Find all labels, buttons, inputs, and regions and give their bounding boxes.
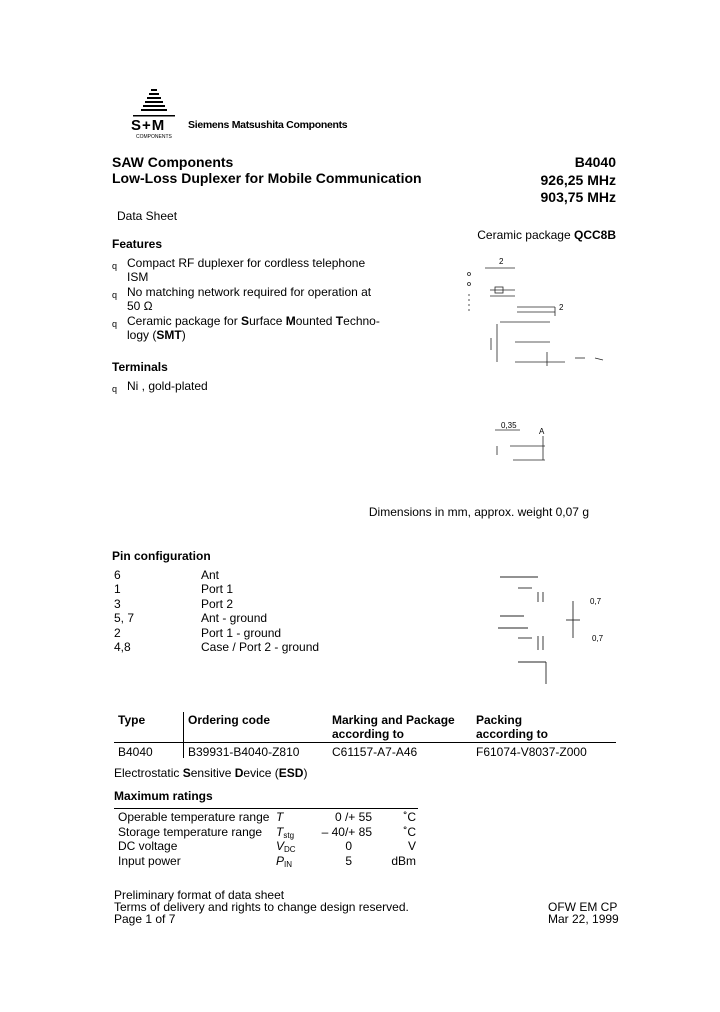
data-sheet-label: Data Sheet [117,209,178,223]
feature-1-line1: Compact RF duplexer for cordless telephone [127,256,366,270]
title-line2: Low-Loss Duplexer for Mobile Communication [112,170,422,186]
rating-unit: ˚C [403,825,416,839]
col-header-marking-2: according to [332,727,405,741]
footer-page: Page 1 of 7 [114,912,176,926]
feature-bullet-icon: q [112,319,118,329]
svg-text:2: 2 [559,303,564,312]
pin-function: Ant [201,568,220,582]
rating-symbol: $T_{stg}$ [276,825,295,840]
table-divider [183,712,184,758]
rating-unit: ˚C [403,810,416,824]
rating-value: 5 [345,854,352,868]
col-header-type: Type [118,713,146,727]
max-ratings-heading: Maximum ratings [114,789,213,803]
terminals-heading: Terminals [112,360,168,374]
terminal-item: Ni , gold-plated [127,379,208,393]
ratings-rule [114,808,418,809]
table-cell-packing: F61074-V8037-Z000 [476,745,587,759]
pin-function: Port 1 - ground [201,626,282,640]
pin-function: Port 1 [201,582,234,596]
rating-name: Operable temperature range [118,810,270,824]
pin-number: 3 [114,597,121,611]
logo-sub: COMPONENTS [136,134,172,140]
table-cell-ordering: B39931-B4040-Z810 [188,745,300,759]
col-header-packing: Packing [476,713,523,727]
features-heading: Features [112,237,163,251]
col-header-marking: Marking and Package [332,713,455,727]
col-header-ordering: Ordering code [188,713,271,727]
footer-date: Mar 22, 1999 [548,912,619,926]
rating-symbol: $V_{DC}$ [276,839,296,854]
table-rule [114,742,616,743]
rating-unit: dBm [391,854,416,868]
footer-dept: OFW EM CP [548,900,618,914]
package-dimension-drawing [455,250,620,470]
package-label: Ceramic package QCC8B [477,228,616,242]
terminal-bullet-icon: q [112,384,118,394]
rating-value: 0 /+ 55 [334,810,372,824]
pin-function: Port 2 [201,597,234,611]
pin-number: 2 [114,626,121,640]
svg-text:2: 2 [499,257,504,266]
pin-layout-drawing [488,568,618,698]
dimensions-note: Dimensions in mm, approx. weight 0,07 g [368,505,589,519]
feature-bullet-icon: q [112,290,118,300]
rating-value: – 40/+ 85 [321,825,372,839]
pin-number: 1 [114,582,121,596]
table-cell-marking: C61157-A7-A46 [332,745,418,759]
rating-value: 0 [345,839,352,853]
title-line1: SAW Components [112,154,234,170]
svg-text:0,35: 0,35 [501,421,517,430]
logo-mark: S+M [131,117,166,134]
feature-1-line2: ISM [127,270,149,284]
company-logo-icon [130,88,178,118]
product-code: B4040 [574,154,616,170]
product-freq2: 903,75 MHz [540,189,616,205]
pin-config-heading: Pin configuration [112,549,211,563]
product-freq1: 926,25 MHz [540,172,616,188]
col-header-packing-2: according to [476,727,549,741]
svg-text:A: A [539,427,545,436]
footer-line2: Terms of delivery and rights to change design reserved. [114,900,409,914]
pin-number: 6 [114,568,121,582]
svg-text:0,7: 0,7 [592,634,604,643]
feature-3-line2: logy (SMT) [127,328,186,342]
feature-3-line1: Ceramic package for Surface Mounted Techno- [127,314,380,328]
pin-function: Case / Port 2 - ground [201,640,320,654]
rating-symbol: $P_{IN}$ [276,854,293,869]
table-cell-type: B4040 [118,745,153,759]
svg-text:0,7: 0,7 [590,597,602,606]
rating-symbol: T [276,810,284,824]
pin-number: 4,8 [114,640,131,654]
pin-function: Ant - ground [201,611,268,625]
rating-name: Input power [118,854,181,868]
footer-line1: Preliminary format of data sheet [114,888,285,902]
rating-unit: V [407,839,416,853]
feature-2-line1: No matching network required for operation at [127,285,372,299]
esd-note: Electrostatic Sensitive Device (ESD) [114,766,308,780]
rating-name: Storage temperature range [118,825,263,839]
pin-number: 5, 7 [114,611,135,625]
company-name: Siemens Matsushita Components [188,119,348,131]
rating-name: DC voltage [118,839,178,853]
feature-2-line2: 50 Ω [127,299,153,313]
feature-bullet-icon: q [112,261,118,271]
